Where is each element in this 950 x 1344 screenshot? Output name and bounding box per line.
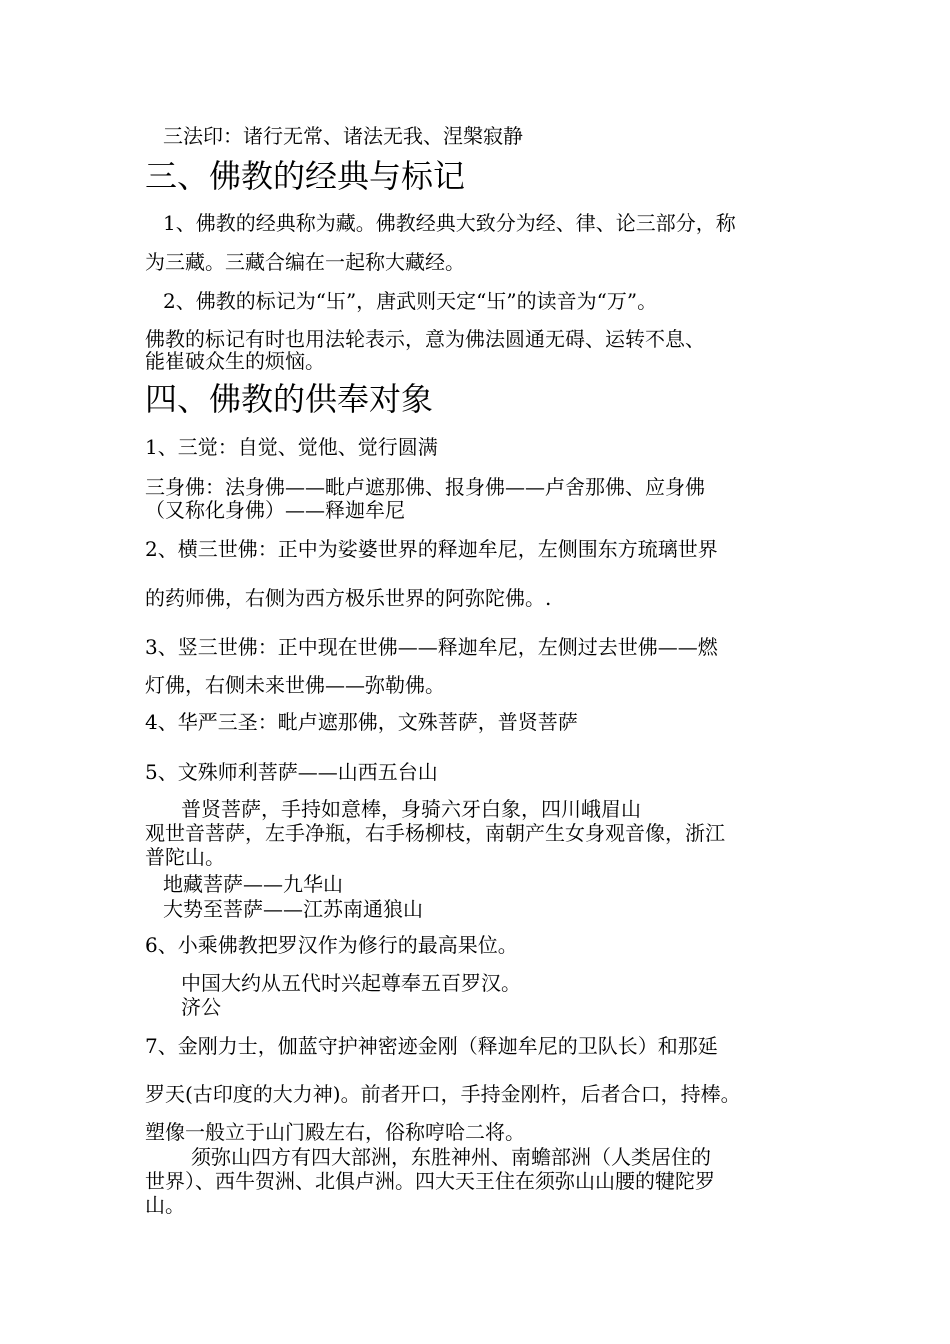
sanshen-line-1: 三身佛：法身佛——毗卢遮那佛、报身佛——卢舍那佛、应身佛: [145, 475, 705, 499]
dashizhi-line: 大势至菩萨——江苏南通狼山: [163, 897, 423, 921]
guanyin-line-1: 观世音菩萨，左手净瓶，右手杨柳枝，南朝产生女身观音像，浙江: [145, 821, 725, 845]
item-3-line-1: 3、竖三世佛：正中现在世佛——释迦牟尼，左侧过去世佛——燃: [145, 635, 718, 659]
paragraph-2-line-2: 佛教的标记有时也用法轮表示，意为佛法圆通无碍、运转不息、: [145, 327, 705, 351]
item-2-line-1: 2、横三世佛：正中为娑婆世界的释迦牟尼，左侧围东方琉璃世界: [145, 537, 718, 561]
sanshen-line-2: （又称化身佛）——释迦牟尼: [145, 498, 405, 522]
xumi-line-2: 世界）、西牛贺洲、北俱卢洲。四大天王住在须弥山山腰的犍陀罗: [145, 1169, 715, 1193]
section-4-heading: 四、佛教的供奉对象: [145, 380, 434, 418]
xumi-line-1: 须弥山四方有四大部洲，东胜神州、南蟾部洲（人类居住的: [191, 1145, 711, 1169]
dizang-line: 地藏菩萨——九华山: [163, 872, 343, 896]
item-7-line-3: 塑像一般立于山门殿左右，俗称哼哈二将。: [145, 1120, 525, 1144]
item-5: 5、文殊师利菩萨——山西五台山: [145, 760, 438, 784]
paragraph-1-line-1: 1、佛教的经典称为藏。佛教经典大致分为经、律、论三部分，称: [163, 211, 736, 235]
item-2-line-2: 的药师佛，右侧为西方极乐世界的阿弥陀佛。.: [145, 586, 552, 610]
item-7-line-1: 7、金刚力士，伽蓝守护神密迹金刚（释迦牟尼的卫队长）和那延: [145, 1034, 718, 1058]
section-3-heading: 三、佛教的经典与标记: [145, 157, 466, 195]
wubai-luohan-line: 中国大约从五代时兴起尊奉五百罗汉。: [181, 971, 521, 995]
item-7-line-2: 罗天(古印度的大力神)。前者开口，手持金刚杵，后者合口，持棒。: [145, 1082, 741, 1106]
item-6: 6、小乘佛教把罗汉作为修行的最高果位。: [145, 933, 518, 957]
item-1: 1、三觉：自觉、觉他、觉行圆满: [145, 435, 438, 459]
paragraph-1-line-2: 为三藏。三藏合编在一起称大藏经。: [145, 250, 465, 274]
puxian-line: 普贤菩萨，手持如意棒，身骑六牙白象，四川峨眉山: [181, 797, 641, 821]
paragraph-2-line-1: 2、佛教的标记为“卐”，唐武则天定“卐”的读音为“万”。: [163, 289, 658, 313]
item-4: 4、华严三圣：毗卢遮那佛，文殊菩萨，普贤菩萨: [145, 710, 578, 734]
item-3-line-2: 灯佛，右侧未来世佛——弥勒佛。: [145, 673, 445, 697]
paragraph-2-line-3: 能崔破众生的烦恼。: [145, 349, 325, 373]
guanyin-line-2: 普陀山。: [145, 845, 225, 869]
jigong-line: 济公: [181, 995, 221, 1019]
xumi-line-3: 山。: [145, 1193, 185, 1217]
sanfayin-line: 三法印：诸行无常、诸法无我、涅槃寂静: [163, 124, 523, 148]
